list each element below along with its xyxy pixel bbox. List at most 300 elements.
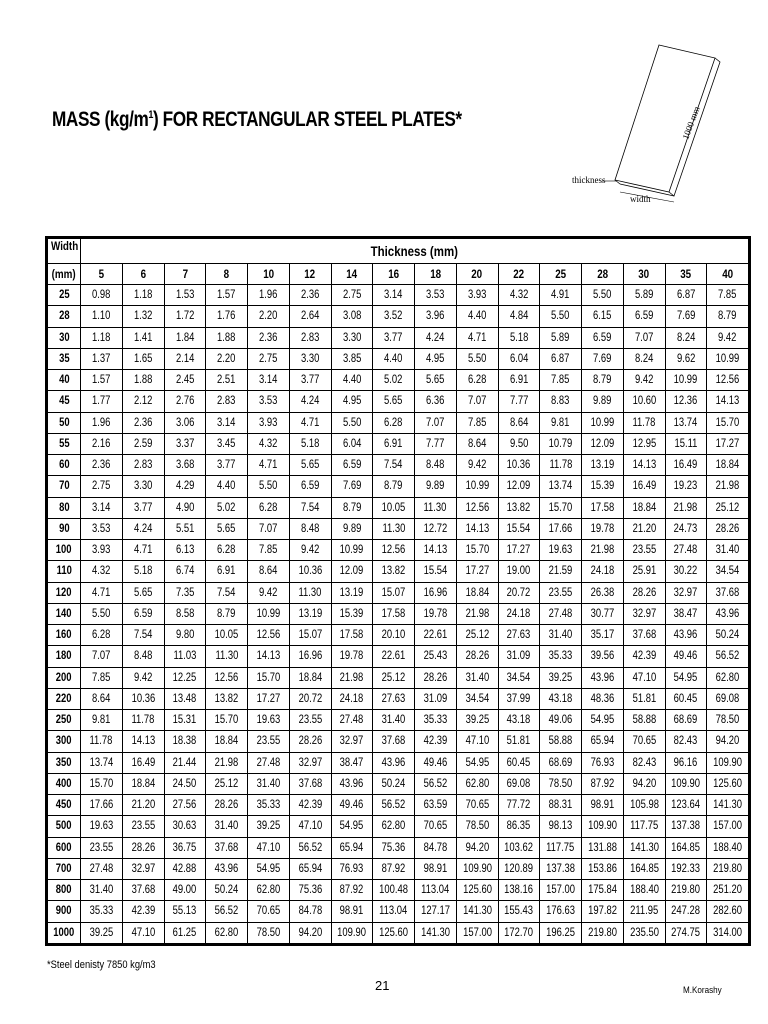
mass-cell: 50.24 bbox=[373, 773, 415, 794]
mass-cell: 35.33 bbox=[248, 795, 290, 816]
mass-cell: 7.69 bbox=[665, 306, 707, 327]
mass-cell: 7.54 bbox=[206, 582, 248, 603]
thickness-label: thickness bbox=[572, 175, 606, 185]
mass-cell: 56.52 bbox=[707, 646, 749, 667]
mass-cell: 19.78 bbox=[415, 603, 457, 624]
mass-cell: 137.38 bbox=[540, 858, 582, 879]
table-row bbox=[48, 476, 749, 497]
mass-cell: 5.18 bbox=[122, 561, 164, 582]
plate-outline bbox=[615, 45, 720, 196]
table-row bbox=[48, 773, 749, 794]
mass-cell: 27.48 bbox=[331, 710, 373, 731]
mass-cell: 78.50 bbox=[456, 816, 498, 837]
mass-cell: 10.79 bbox=[540, 433, 582, 454]
mass-cell: 1.76 bbox=[206, 306, 248, 327]
mass-cell: 70.65 bbox=[415, 816, 457, 837]
mass-cell: 1.57 bbox=[206, 285, 248, 306]
mass-cell: 6.74 bbox=[164, 561, 206, 582]
mass-cell: 15.70 bbox=[81, 773, 123, 794]
mass-cell: 1.88 bbox=[122, 370, 164, 391]
mass-cell: 86.35 bbox=[498, 816, 540, 837]
mass-cell: 4.95 bbox=[415, 348, 457, 369]
table-row bbox=[48, 837, 749, 858]
mass-cell: 164.85 bbox=[665, 837, 707, 858]
width-cell: 400 bbox=[48, 773, 81, 794]
width-cell: 28 bbox=[48, 306, 81, 327]
mass-cell: 34.54 bbox=[498, 667, 540, 688]
mass-cell: 2.83 bbox=[122, 455, 164, 476]
thickness-column-header: 22 bbox=[498, 264, 540, 285]
mass-cell: 6.87 bbox=[540, 348, 582, 369]
mass-cell: 56.52 bbox=[206, 901, 248, 922]
mass-cell: 51.81 bbox=[498, 731, 540, 752]
mass-cell: 28.26 bbox=[415, 667, 457, 688]
mass-cell: 2.76 bbox=[164, 391, 206, 412]
mass-cell: 5.50 bbox=[582, 285, 624, 306]
thickness-column-header: 40 bbox=[707, 264, 749, 285]
mass-cell: 5.50 bbox=[456, 348, 498, 369]
mass-cell: 5.02 bbox=[373, 370, 415, 391]
mass-cell: 96.16 bbox=[665, 752, 707, 773]
mass-cell: 192.33 bbox=[665, 858, 707, 879]
mass-cell: 23.55 bbox=[540, 582, 582, 603]
mass-cell: 4.84 bbox=[498, 306, 540, 327]
mass-cell: 3.96 bbox=[415, 306, 457, 327]
mass-cell: 7.07 bbox=[81, 646, 123, 667]
mass-cell: 1.84 bbox=[164, 327, 206, 348]
table-row bbox=[48, 795, 749, 816]
mass-cell: 38.47 bbox=[665, 603, 707, 624]
width-cell: 25 bbox=[48, 285, 81, 306]
mass-cell: 3.93 bbox=[81, 540, 123, 561]
thickness-column-header: 18 bbox=[415, 264, 457, 285]
mass-cell: 6.87 bbox=[665, 285, 707, 306]
mass-cell: 54.95 bbox=[331, 816, 373, 837]
mass-cell: 2.59 bbox=[122, 433, 164, 454]
mass-cell: 2.64 bbox=[289, 306, 331, 327]
mass-cell: 32.97 bbox=[623, 603, 665, 624]
width-cell: 120 bbox=[48, 582, 81, 603]
mass-cell: 1.53 bbox=[164, 285, 206, 306]
mass-cell: 87.92 bbox=[582, 773, 624, 794]
mass-cell: 7.77 bbox=[498, 391, 540, 412]
mass-cell: 6.91 bbox=[206, 561, 248, 582]
mass-cell: 88.31 bbox=[540, 795, 582, 816]
mass-cell: 23.55 bbox=[289, 710, 331, 731]
mass-cell: 78.50 bbox=[540, 773, 582, 794]
mass-cell: 6.13 bbox=[164, 540, 206, 561]
mass-cell: 247.28 bbox=[665, 901, 707, 922]
mass-cell: 14.13 bbox=[707, 391, 749, 412]
mass-cell: 1.57 bbox=[81, 370, 123, 391]
mass-cell: 68.69 bbox=[665, 710, 707, 731]
mass-cell: 98.13 bbox=[540, 816, 582, 837]
mass-cell: 197.82 bbox=[582, 901, 624, 922]
width-cell: 1000 bbox=[48, 922, 81, 943]
table-row bbox=[48, 880, 749, 901]
mass-cell: 11.78 bbox=[623, 412, 665, 433]
mass-cell: 2.14 bbox=[164, 348, 206, 369]
mass-cell: 3.30 bbox=[122, 476, 164, 497]
mass-cell: 4.24 bbox=[289, 391, 331, 412]
mass-cell: 4.32 bbox=[248, 433, 290, 454]
mass-cell: 13.82 bbox=[498, 497, 540, 518]
mass-cell: 7.85 bbox=[707, 285, 749, 306]
mass-cell: 58.88 bbox=[540, 731, 582, 752]
mass-cell: 20.72 bbox=[498, 582, 540, 603]
mass-cell: 19.63 bbox=[248, 710, 290, 731]
width-header: Width bbox=[48, 239, 81, 264]
mass-cell: 12.95 bbox=[623, 433, 665, 454]
mass-cell: 4.24 bbox=[122, 518, 164, 539]
mass-cell: 39.25 bbox=[81, 922, 123, 943]
width-cell: 160 bbox=[48, 625, 81, 646]
mass-cell: 6.28 bbox=[248, 497, 290, 518]
mass-cell: 5.65 bbox=[373, 391, 415, 412]
mass-cell: 6.59 bbox=[122, 603, 164, 624]
mass-cell: 47.10 bbox=[456, 731, 498, 752]
mass-cell: 4.24 bbox=[415, 327, 457, 348]
mass-cell: 62.80 bbox=[248, 880, 290, 901]
mass-cell: 3.77 bbox=[122, 497, 164, 518]
mass-cell: 18.84 bbox=[623, 497, 665, 518]
mass-cell: 196.25 bbox=[540, 922, 582, 943]
mass-cell: 6.28 bbox=[373, 412, 415, 433]
mass-cell: 1.88 bbox=[206, 327, 248, 348]
width-cell: 40 bbox=[48, 370, 81, 391]
mass-cell: 7.35 bbox=[164, 582, 206, 603]
mass-cell: 55.13 bbox=[164, 901, 206, 922]
mass-cell: 188.40 bbox=[623, 880, 665, 901]
mass-cell: 19.78 bbox=[582, 518, 624, 539]
mass-cell: 15.07 bbox=[373, 582, 415, 603]
mass-cell: 164.85 bbox=[623, 858, 665, 879]
mass-cell: 5.02 bbox=[206, 497, 248, 518]
mass-cell: 13.19 bbox=[289, 603, 331, 624]
mass-cell: 21.98 bbox=[707, 476, 749, 497]
mass-cell: 7.07 bbox=[248, 518, 290, 539]
width-cell: 50 bbox=[48, 412, 81, 433]
mass-cell: 8.58 bbox=[164, 603, 206, 624]
mass-cell: 22.61 bbox=[415, 625, 457, 646]
mass-cell: 4.71 bbox=[456, 327, 498, 348]
mass-cell: 22.61 bbox=[373, 646, 415, 667]
mass-cell: 3.06 bbox=[164, 412, 206, 433]
mass-cell: 42.39 bbox=[623, 646, 665, 667]
mass-cell: 7.54 bbox=[373, 455, 415, 476]
steel-plate-diagram bbox=[560, 40, 760, 210]
mass-cell: 2.36 bbox=[289, 285, 331, 306]
footnote: *Steel denisty 7850 kg/m3 bbox=[47, 959, 156, 971]
thickness-column-header: 5 bbox=[81, 264, 123, 285]
width-cell: 220 bbox=[48, 688, 81, 709]
mass-cell: 125.60 bbox=[373, 922, 415, 943]
mass-cell: 61.25 bbox=[164, 922, 206, 943]
mass-cell: 54.95 bbox=[248, 858, 290, 879]
mass-cell: 2.36 bbox=[122, 412, 164, 433]
mass-cell: 25.43 bbox=[415, 646, 457, 667]
mass-cell: 75.36 bbox=[289, 880, 331, 901]
mass-cell: 28.26 bbox=[289, 731, 331, 752]
mass-cell: 70.65 bbox=[456, 795, 498, 816]
mass-cell: 3.52 bbox=[373, 306, 415, 327]
mass-cell: 10.05 bbox=[206, 625, 248, 646]
mass-cell: 274.75 bbox=[665, 922, 707, 943]
mass-cell: 3.08 bbox=[331, 306, 373, 327]
mass-cell: 117.75 bbox=[623, 816, 665, 837]
mass-cell: 98.91 bbox=[582, 795, 624, 816]
mass-cell: 94.20 bbox=[456, 837, 498, 858]
mass-cell: 3.14 bbox=[248, 370, 290, 391]
mass-cell: 7.77 bbox=[415, 433, 457, 454]
mass-cell: 6.04 bbox=[498, 348, 540, 369]
mass-cell: 62.80 bbox=[456, 773, 498, 794]
width-cell: 180 bbox=[48, 646, 81, 667]
mass-cell: 5.65 bbox=[415, 370, 457, 391]
mass-cell: 50.24 bbox=[206, 880, 248, 901]
mass-cell: 2.83 bbox=[289, 327, 331, 348]
mass-cell: 94.20 bbox=[289, 922, 331, 943]
mass-cell: 43.18 bbox=[498, 710, 540, 731]
mass-cell: 1.77 bbox=[81, 391, 123, 412]
mass-cell: 38.47 bbox=[331, 752, 373, 773]
table-row bbox=[48, 561, 749, 582]
mass-cell: 21.20 bbox=[623, 518, 665, 539]
mass-cell: 175.84 bbox=[582, 880, 624, 901]
mass-cell: 9.80 bbox=[164, 625, 206, 646]
mass-cell: 19.78 bbox=[331, 646, 373, 667]
mass-cell: 3.53 bbox=[248, 391, 290, 412]
mass-cell: 15.07 bbox=[289, 625, 331, 646]
mass-cell: 3.14 bbox=[81, 497, 123, 518]
mass-cell: 7.85 bbox=[248, 540, 290, 561]
mass-cell: 49.46 bbox=[415, 752, 457, 773]
mass-cell: 48.36 bbox=[582, 688, 624, 709]
mass-cell: 42.39 bbox=[415, 731, 457, 752]
mass-cell: 35.33 bbox=[81, 901, 123, 922]
mass-cell: 69.08 bbox=[498, 773, 540, 794]
mass-cell: 9.89 bbox=[582, 391, 624, 412]
table-row bbox=[48, 327, 749, 348]
mass-cell: 56.52 bbox=[373, 795, 415, 816]
mass-cell: 31.40 bbox=[81, 880, 123, 901]
mass-cell: 15.54 bbox=[498, 518, 540, 539]
mass-cell: 32.97 bbox=[331, 731, 373, 752]
mass-cell: 15.70 bbox=[248, 667, 290, 688]
mass-cell: 113.04 bbox=[415, 880, 457, 901]
mass-cell: 14.13 bbox=[122, 731, 164, 752]
mass-cell: 21.59 bbox=[540, 561, 582, 582]
width-label: width bbox=[630, 194, 651, 204]
mass-cell: 3.53 bbox=[81, 518, 123, 539]
mass-cell: 6.91 bbox=[373, 433, 415, 454]
mass-cell: 219.80 bbox=[707, 858, 749, 879]
mass-cell: 155.43 bbox=[498, 901, 540, 922]
table-row bbox=[48, 370, 749, 391]
table-row bbox=[48, 603, 749, 624]
mass-cell: 109.90 bbox=[582, 816, 624, 837]
mass-cell: 109.90 bbox=[456, 858, 498, 879]
mass-cell: 18.84 bbox=[289, 667, 331, 688]
mass-cell: 13.19 bbox=[582, 455, 624, 476]
mass-cell: 19.63 bbox=[540, 540, 582, 561]
mass-cell: 37.68 bbox=[122, 880, 164, 901]
mass-cell: 11.78 bbox=[540, 455, 582, 476]
mass-cell: 5.18 bbox=[498, 327, 540, 348]
mass-cell: 1.18 bbox=[122, 285, 164, 306]
mass-cell: 15.54 bbox=[415, 561, 457, 582]
mass-cell: 34.54 bbox=[707, 561, 749, 582]
mass-cell: 7.69 bbox=[331, 476, 373, 497]
mass-cell: 8.48 bbox=[415, 455, 457, 476]
mass-cell: 6.28 bbox=[81, 625, 123, 646]
mass-cell: 7.07 bbox=[415, 412, 457, 433]
table-row bbox=[48, 348, 749, 369]
mass-cell: 3.37 bbox=[164, 433, 206, 454]
mass-cell: 24.18 bbox=[582, 561, 624, 582]
mass-cell: 4.32 bbox=[498, 285, 540, 306]
mass-cell: 94.20 bbox=[707, 731, 749, 752]
page-title bbox=[52, 108, 462, 132]
mass-cell: 8.64 bbox=[248, 561, 290, 582]
mass-cell: 47.10 bbox=[289, 816, 331, 837]
table-row bbox=[48, 710, 749, 731]
mass-cell: 157.00 bbox=[456, 922, 498, 943]
mass-cell: 47.10 bbox=[248, 837, 290, 858]
thickness-column-header: 16 bbox=[373, 264, 415, 285]
mass-cell: 5.50 bbox=[331, 412, 373, 433]
mass-cell: 21.98 bbox=[206, 752, 248, 773]
mass-cell: 7.69 bbox=[582, 348, 624, 369]
mass-cell: 8.64 bbox=[456, 433, 498, 454]
mass-table bbox=[47, 238, 749, 944]
width-cell: 60 bbox=[48, 455, 81, 476]
mass-cell: 141.30 bbox=[623, 837, 665, 858]
mass-cell: 37.99 bbox=[498, 688, 540, 709]
mass-cell: 3.77 bbox=[373, 327, 415, 348]
mass-cell: 21.98 bbox=[582, 540, 624, 561]
mass-cell: 37.68 bbox=[373, 731, 415, 752]
mass-cell: 17.27 bbox=[707, 433, 749, 454]
mass-cell: 23.55 bbox=[122, 816, 164, 837]
mass-cell: 12.56 bbox=[373, 540, 415, 561]
mass-cell: 21.98 bbox=[456, 603, 498, 624]
mass-cell: 18.84 bbox=[206, 731, 248, 752]
mass-cell: 28.26 bbox=[206, 795, 248, 816]
mass-cell: 8.79 bbox=[206, 603, 248, 624]
width-cell: 100 bbox=[48, 540, 81, 561]
mass-cell: 65.94 bbox=[289, 858, 331, 879]
mass-cell: 31.40 bbox=[456, 667, 498, 688]
mass-cell: 56.52 bbox=[415, 773, 457, 794]
mass-cell: 43.96 bbox=[373, 752, 415, 773]
mass-cell: 4.40 bbox=[373, 348, 415, 369]
mass-cell: 7.07 bbox=[456, 391, 498, 412]
width-cell: 45 bbox=[48, 391, 81, 412]
mass-cell: 15.70 bbox=[206, 710, 248, 731]
mass-cell: 141.30 bbox=[456, 901, 498, 922]
mass-cell: 31.40 bbox=[248, 773, 290, 794]
mass-cell: 12.56 bbox=[206, 667, 248, 688]
mass-cell: 137.38 bbox=[665, 816, 707, 837]
mass-cell: 31.09 bbox=[415, 688, 457, 709]
mass-cell: 10.99 bbox=[331, 540, 373, 561]
table-row bbox=[48, 391, 749, 412]
mass-cell: 1.32 bbox=[122, 306, 164, 327]
mass-cell: 125.60 bbox=[456, 880, 498, 901]
mass-cell: 43.18 bbox=[540, 688, 582, 709]
table-row bbox=[48, 922, 749, 943]
mass-cell: 13.19 bbox=[331, 582, 373, 603]
mass-cell: 78.50 bbox=[707, 710, 749, 731]
width-cell: 600 bbox=[48, 837, 81, 858]
mass-cell: 20.10 bbox=[373, 625, 415, 646]
mass-cell: 27.56 bbox=[164, 795, 206, 816]
width-cell: 70 bbox=[48, 476, 81, 497]
mass-cell: 13.82 bbox=[373, 561, 415, 582]
mass-cell: 5.50 bbox=[81, 603, 123, 624]
width-cell: 90 bbox=[48, 518, 81, 539]
mass-cell: 9.42 bbox=[122, 667, 164, 688]
mass-cell: 138.16 bbox=[498, 880, 540, 901]
mass-cell: 4.95 bbox=[331, 391, 373, 412]
mass-cell: 16.96 bbox=[415, 582, 457, 603]
mass-cell: 6.91 bbox=[498, 370, 540, 391]
mass-cell: 5.51 bbox=[164, 518, 206, 539]
mass-cell: 103.62 bbox=[498, 837, 540, 858]
mass-cell: 2.16 bbox=[81, 433, 123, 454]
mass-cell: 25.12 bbox=[206, 773, 248, 794]
mass-cell: 60.45 bbox=[498, 752, 540, 773]
table-row bbox=[48, 667, 749, 688]
mass-cell: 58.88 bbox=[623, 710, 665, 731]
mass-cell: 113.04 bbox=[373, 901, 415, 922]
width-unit: (mm) bbox=[48, 264, 81, 285]
mass-cell: 47.10 bbox=[623, 667, 665, 688]
mass-cell: 62.80 bbox=[373, 816, 415, 837]
mass-cell: 9.89 bbox=[331, 518, 373, 539]
mass-cell: 314.00 bbox=[707, 922, 749, 943]
thickness-header: Thickness (mm) bbox=[81, 239, 749, 264]
mass-cell: 62.80 bbox=[206, 922, 248, 943]
mass-cell: 4.71 bbox=[248, 455, 290, 476]
mass-cell: 5.50 bbox=[540, 306, 582, 327]
mass-cell: 10.05 bbox=[373, 497, 415, 518]
mass-cell: 157.00 bbox=[707, 816, 749, 837]
mass-cell: 4.40 bbox=[331, 370, 373, 391]
mass-cell: 5.65 bbox=[289, 455, 331, 476]
mass-cell: 24.18 bbox=[331, 688, 373, 709]
mass-cell: 98.91 bbox=[331, 901, 373, 922]
mass-cell: 10.99 bbox=[707, 348, 749, 369]
title-suffix: ) FOR RECTANGULAR STEEL PLATES* bbox=[152, 108, 462, 131]
thickness-column-header: 8 bbox=[206, 264, 248, 285]
mass-cell: 16.49 bbox=[665, 455, 707, 476]
thickness-column-header: 20 bbox=[456, 264, 498, 285]
mass-cell: 127.17 bbox=[415, 901, 457, 922]
mass-cell: 4.29 bbox=[164, 476, 206, 497]
mass-cell: 2.75 bbox=[331, 285, 373, 306]
mass-cell: 11.78 bbox=[122, 710, 164, 731]
mass-cell: 3.14 bbox=[206, 412, 248, 433]
mass-cell: 65.94 bbox=[582, 731, 624, 752]
mass-cell: 27.63 bbox=[373, 688, 415, 709]
mass-cell: 2.20 bbox=[206, 348, 248, 369]
table-row bbox=[48, 625, 749, 646]
mass-cell: 27.48 bbox=[665, 540, 707, 561]
mass-cell: 235.50 bbox=[623, 922, 665, 943]
mass-cell: 82.43 bbox=[623, 752, 665, 773]
